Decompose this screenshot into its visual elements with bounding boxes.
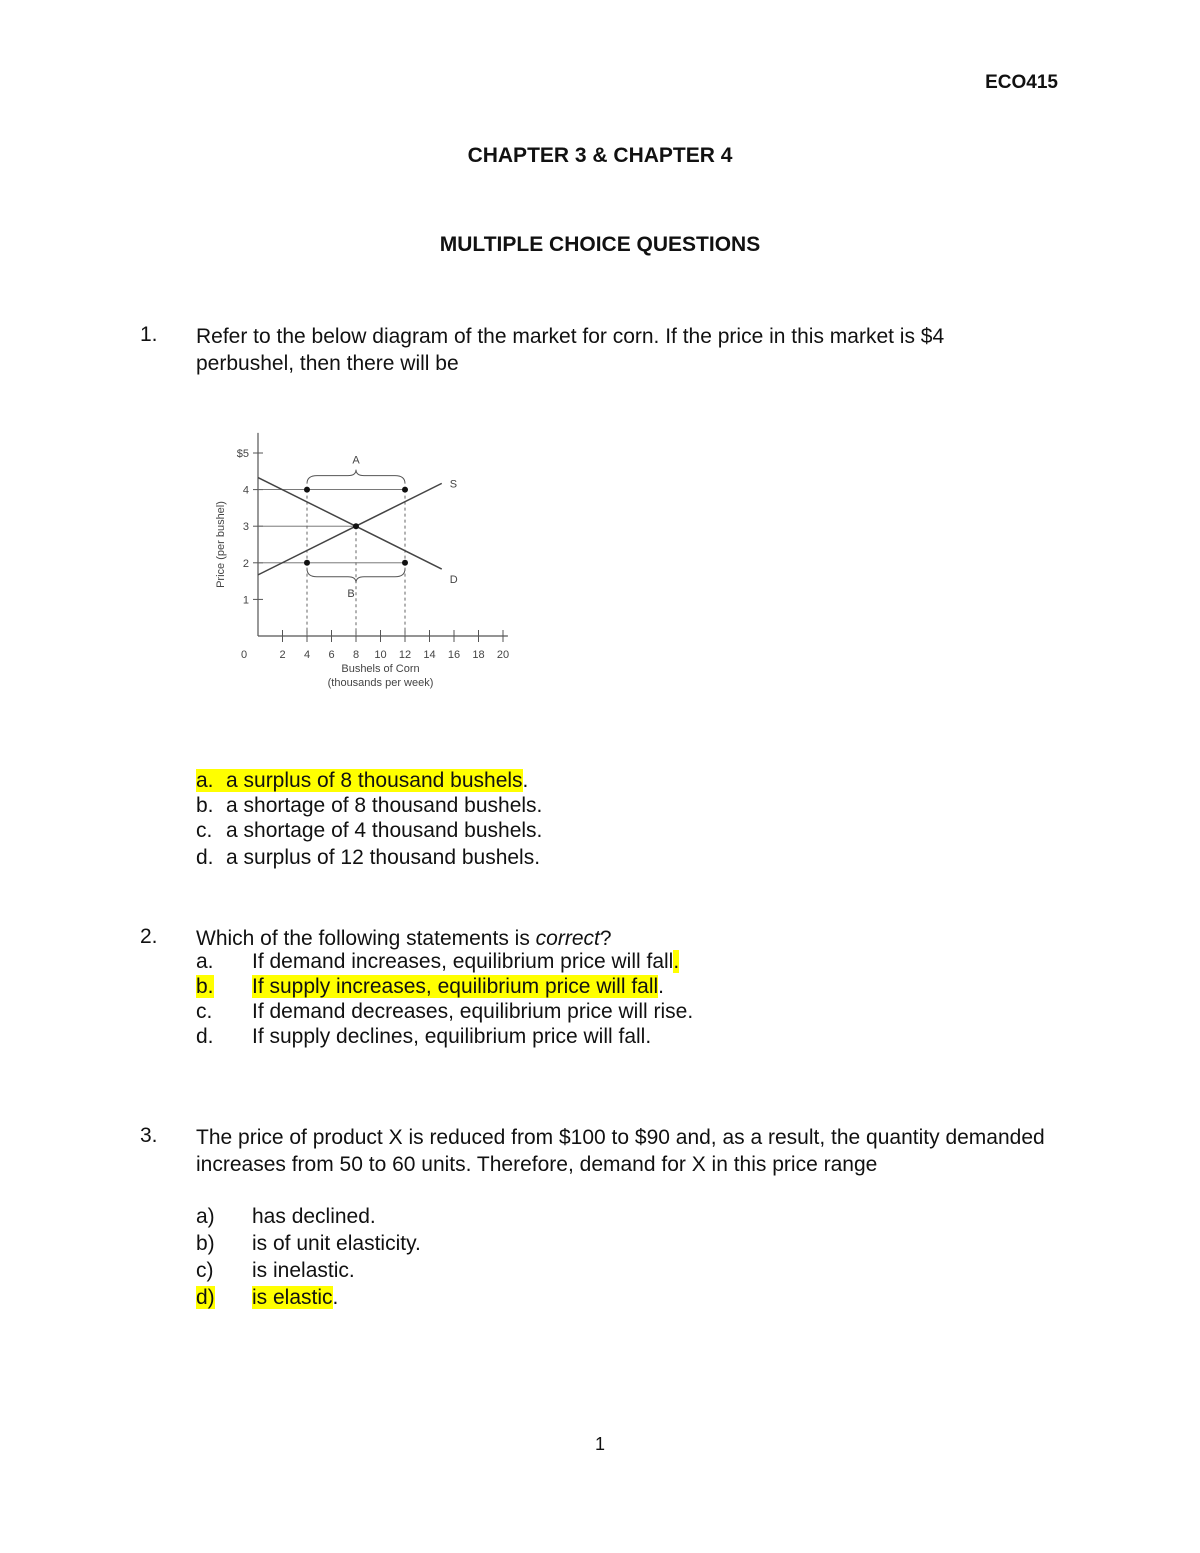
y-tick-label: 1	[242, 594, 249, 607]
option-text: a surplus of 8 thousand bushels	[226, 769, 523, 792]
data-point	[304, 560, 310, 566]
section-title: MULTIPLE CHOICE QUESTIONS	[439, 233, 761, 256]
series-label-d: D	[449, 574, 458, 587]
q3-option-b-letter: b)	[196, 1232, 215, 1255]
supply-demand-chart	[200, 420, 520, 700]
q2-option-b-letter	[196, 975, 214, 999]
data-point	[304, 487, 310, 493]
y-tick-label: 4	[242, 484, 249, 497]
option-punct: .	[522, 769, 529, 792]
q2-text-before: Which of the following statements is	[196, 927, 536, 950]
q2-option-a[interactable]	[252, 950, 679, 974]
question-3-number: 3.	[140, 1124, 158, 1147]
option-letter: c.	[196, 819, 213, 842]
q2-text-after: ?	[599, 927, 612, 950]
option-punct: .	[332, 1286, 339, 1309]
brace-a	[307, 470, 405, 484]
y-axis-label: Price (per bushel)	[215, 501, 227, 588]
option-punct: .	[658, 975, 665, 998]
x-tick-label: 16	[447, 649, 461, 661]
series-label-s: S	[449, 478, 458, 491]
q3-option-a-letter: a)	[196, 1205, 215, 1228]
x-tick-label: 8	[352, 649, 360, 661]
y-tick-label: 2	[242, 557, 249, 570]
q1-option-a[interactable]	[196, 769, 528, 793]
course-code: ECO415	[985, 72, 1058, 93]
page-number: 1	[594, 1434, 605, 1454]
brace-label-b: B	[347, 587, 355, 600]
q2-option-b[interactable]	[252, 975, 664, 999]
option-text: If supply increases, equilibrium price will fall	[252, 975, 659, 998]
y-tick-label: $5	[236, 448, 249, 460]
q2-text-italic: correct	[535, 927, 600, 950]
x-tick-label: 12	[398, 649, 412, 661]
brace-label-a: A	[352, 454, 360, 467]
x-tick-label: 0	[240, 649, 248, 661]
option-letter: a.	[196, 769, 214, 792]
q3-option-a[interactable]: has declined.	[252, 1205, 376, 1228]
q2-option-c[interactable]: If demand decreases, equilibrium price will rise.	[252, 1000, 694, 1023]
question-2-number: 2.	[140, 925, 158, 948]
q3-option-d[interactable]	[252, 1286, 338, 1310]
x-axis-label-units: (thousands per week)	[327, 677, 434, 689]
option-letter: b.	[196, 794, 214, 817]
x-tick-label: 20	[496, 649, 510, 661]
option-letter: d.	[196, 846, 214, 869]
question-1-number: 1.	[140, 323, 158, 346]
x-tick-label: 10	[374, 649, 387, 661]
question-2-text	[196, 925, 1046, 952]
q1-option-d[interactable]	[196, 846, 540, 870]
series-line-s	[258, 483, 442, 575]
x-tick-label: 18	[472, 649, 485, 661]
q3-option-c[interactable]: is inelastic.	[252, 1259, 355, 1282]
q1-option-c[interactable]	[196, 819, 542, 843]
q3-option-d-letter	[196, 1286, 215, 1310]
question-3-text: The price of product X is reduced from $100 to $90 and, as a result, the quantity demanded increases from 50 to 60 units. Therefore, demand for X in this price range	[196, 1126, 1045, 1176]
option-text: a surplus of 12 thousand bushels.	[226, 846, 541, 869]
data-point	[402, 487, 408, 493]
option-letter: b.	[196, 975, 214, 998]
q3-option-c-letter: c)	[196, 1259, 214, 1282]
x-tick-label: 2	[279, 649, 286, 661]
x-axis-label: Bushels of Corn	[341, 663, 420, 675]
q2-option-c-letter: c.	[196, 1000, 213, 1023]
x-tick-label: 6	[328, 649, 335, 661]
y-tick-label: 3	[242, 521, 249, 534]
q1-option-b[interactable]	[196, 794, 542, 818]
series-line-d	[258, 478, 442, 569]
option-text: a shortage of 4 thousand bushels.	[226, 819, 543, 842]
option-highlight-tail: .	[673, 950, 680, 973]
q2-option-d-letter: d.	[196, 1025, 214, 1048]
chapter-title: CHAPTER 3 & CHAPTER 4	[467, 144, 733, 167]
q3-option-b[interactable]: is of unit elasticity.	[252, 1232, 421, 1255]
option-letter: d)	[196, 1286, 215, 1309]
q2-option-d[interactable]: If supply declines, equilibrium price will fall.	[252, 1025, 652, 1048]
option-text: a shortage of 8 thousand bushels.	[226, 794, 543, 817]
option-text: If demand increases, equilibrium price will fall	[252, 950, 674, 973]
question-1-text: Refer to the below diagram of the market for corn. If the price in this market is $4 perbushel, then there will be	[196, 325, 945, 375]
x-tick-label: 14	[423, 649, 436, 661]
option-text: is elastic	[252, 1286, 333, 1309]
data-point	[402, 560, 408, 566]
data-point	[353, 523, 359, 529]
q2-option-a-letter: a.	[196, 950, 214, 973]
x-tick-label: 4	[303, 649, 311, 661]
